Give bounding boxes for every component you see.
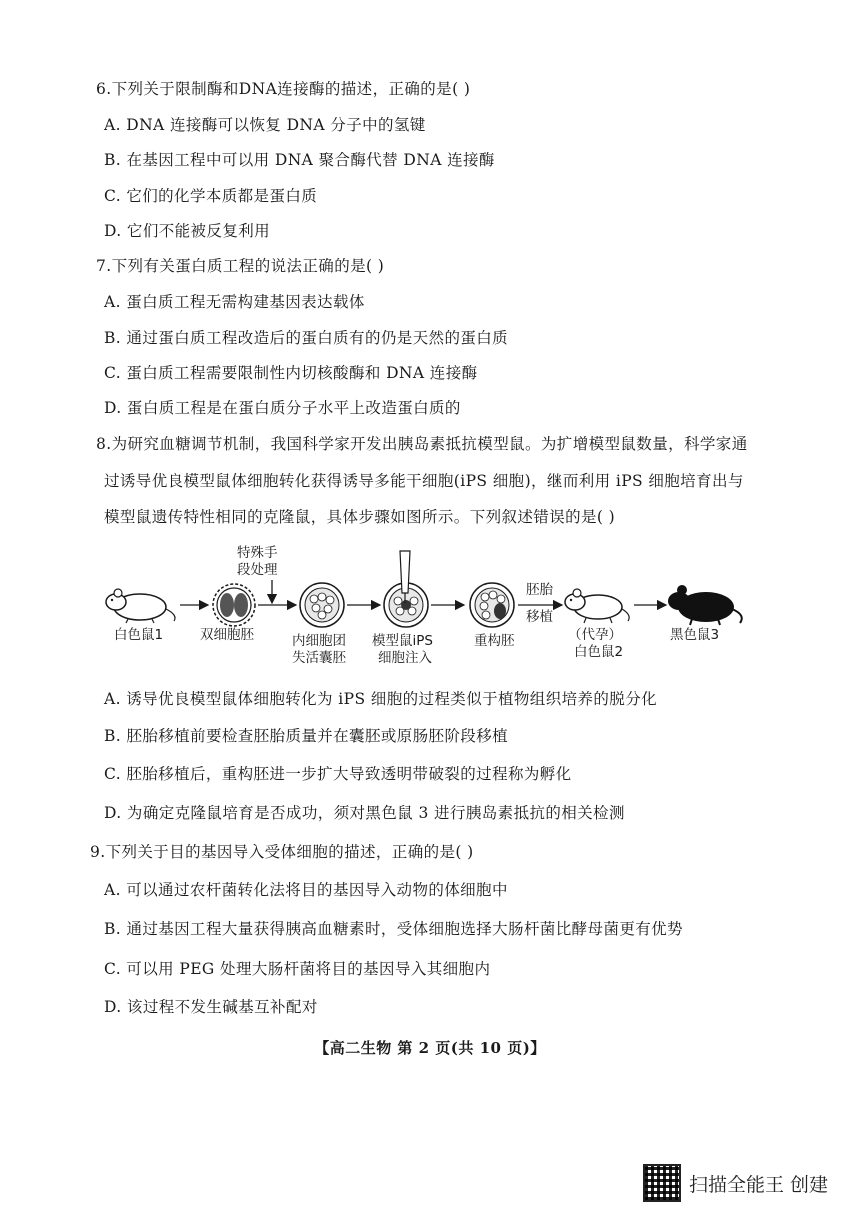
q8-stem-line2: 过诱导优良模型鼠体细胞转化获得诱导多能干细胞(iPS 细胞)，继而利用 iPS 细胞培育出与 — [104, 472, 744, 490]
label-icm-inactivated-2: 失活囊胚 — [292, 650, 346, 666]
q7-option-a: A. 蛋白质工程无需构建基因表达载体 — [104, 293, 365, 311]
q6-option-d: D. 它们不能被反复利用 — [104, 222, 271, 240]
white-mouse-1-icon — [106, 589, 175, 623]
q6-option-c: C. 它们的化学本质都是蛋白质 — [104, 187, 318, 205]
label-icm-inactivated-1: 内细胞团 — [292, 633, 346, 649]
label-ips-inject-2: 细胞注入 — [378, 650, 432, 666]
label-special-treatment-2: 段处理 — [237, 562, 278, 578]
scanner-watermark — [643, 1163, 843, 1203]
label-surrogate-1: （代孕） — [568, 627, 622, 643]
q7-stem: 7.下列有关蛋白质工程的说法正确的是( ) — [96, 257, 385, 275]
q6-option-a: A. DNA 连接酶可以恢复 DNA 分子中的氢键 — [104, 116, 426, 134]
q9-option-c: C. 可以用 PEG 处理大肠杆菌将目的基因导入其细胞内 — [104, 960, 491, 978]
reconstructed-embryo-icon — [470, 583, 514, 627]
label-black-mouse-3: 黑色鼠3 — [670, 627, 720, 643]
q8-option-a: A. 诱导优良模型鼠体细胞转化为 iPS 细胞的过程类似于植物组织培养的脱分化 — [104, 690, 658, 708]
label-embryo-transfer-1: 胚胎 — [526, 582, 553, 598]
q9-option-d: D. 该过程不发生碱基互补配对 — [104, 998, 318, 1016]
q6-option-b: B. 在基因工程中可以用 DNA 聚合酶代替 DNA 连接酶 — [104, 151, 495, 169]
page-footer: 【高二生物 第 2 页(共 10 页)】 — [314, 1039, 546, 1057]
label-white-mouse-1: 白色鼠1 — [114, 627, 164, 643]
q8-stem-line1: 8.为研究血糖调节机制，我国科学家开发出胰岛素抵抗模型鼠。为扩增模型鼠数量，科学家通 — [96, 435, 748, 453]
q7-option-c: C. 蛋白质工程需要限制性内切核酸酶和 DNA 连接酶 — [104, 364, 478, 382]
black-mouse-3-icon — [668, 585, 742, 625]
q7-option-b: B. 通过蛋白质工程改造后的蛋白质有的仍是天然的蛋白质 — [104, 329, 509, 347]
inactivated-blastocyst-icon — [300, 583, 344, 627]
label-ips-inject-1: 模型鼠iPS — [372, 633, 433, 649]
cloning-process-diagram — [100, 545, 750, 675]
watermark-text: 扫描全能王 创建 — [689, 1173, 829, 1196]
two-cell-embryo-icon — [213, 584, 255, 626]
q6-stem: 6.下列关于限制酶和DNA连接酶的描述，正确的是( ) — [96, 80, 471, 98]
q9-option-b: B. 通过基因工程大量获得胰高血糖素时，受体细胞选择大肠杆菌比酵母菌更有优势 — [104, 920, 683, 938]
q8-option-b: B. 胚胎移植前要检查胚胎质量并在囊胚或原肠胚阶段移植 — [104, 727, 509, 745]
label-reconstructed-embryo: 重构胚 — [474, 633, 515, 649]
label-special-treatment-1: 特殊手 — [237, 545, 278, 561]
q9-stem: 9.下列关于目的基因导入受体细胞的描述，正确的是( ) — [90, 843, 474, 861]
label-embryo-transfer-2: 移植 — [526, 609, 553, 625]
q7-option-d: D. 蛋白质工程是在蛋白质分子水平上改造蛋白质的 — [104, 399, 461, 417]
qr-code-icon — [643, 1164, 681, 1202]
q9-option-a: A. 可以通过农杆菌转化法将目的基因导入动物的体细胞中 — [104, 881, 508, 899]
ips-injection-icon — [384, 551, 428, 627]
q8-stem-line3: 模型鼠遗传特性相同的克隆鼠，具体步骤如图所示。下列叙述错误的是( ) — [104, 508, 616, 526]
white-mouse-2-icon — [565, 589, 629, 623]
label-two-cell-embryo: 双细胞胚 — [200, 627, 254, 643]
label-surrogate-2: 白色鼠2 — [574, 644, 624, 660]
q8-option-c: C. 胚胎移植后，重构胚进一步扩大导致透明带破裂的过程称为孵化 — [104, 765, 572, 783]
q8-option-d: D. 为确定克隆鼠培育是否成功，须对黑色鼠 3 进行胰岛素抵抗的相关检测 — [104, 804, 625, 822]
